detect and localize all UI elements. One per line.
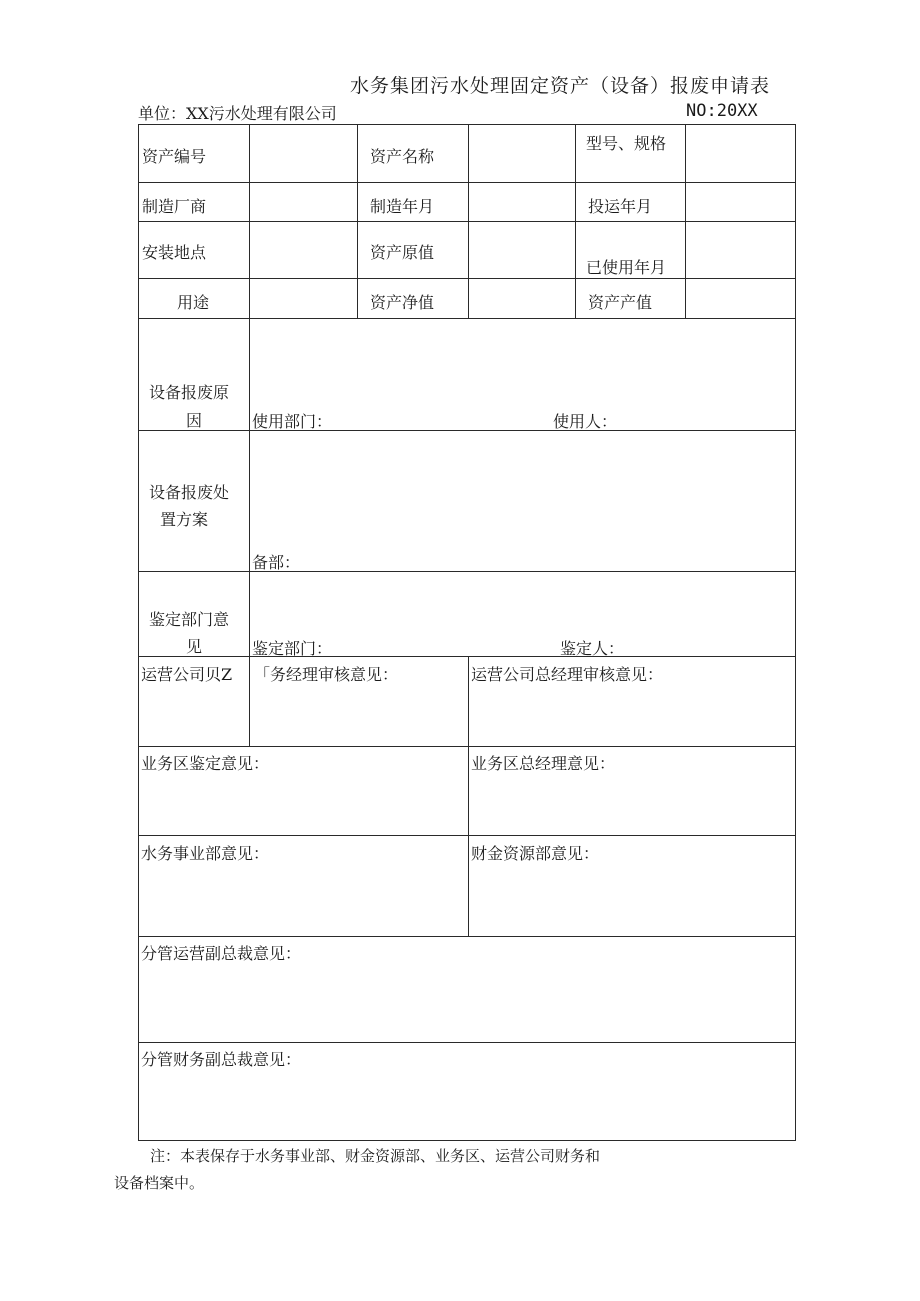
note-line-2: 设备档案中。 bbox=[114, 1174, 205, 1192]
label-net-value: 资产净值 bbox=[370, 293, 435, 312]
label-asset-name: 资产名称 bbox=[370, 147, 435, 166]
vp-finance-opinion: 分管财务副总裁意见： bbox=[141, 1050, 302, 1069]
label-scrap-reason-2: 因 bbox=[186, 411, 203, 430]
form-title: 水务集团污水处理固定资产（设备）报废申请表 bbox=[350, 75, 771, 97]
label-scrap-reason-1: 设备报废原 bbox=[149, 383, 230, 402]
serial-number: NO:20XX bbox=[686, 101, 758, 121]
note-line-1: 注：本表保存于水务事业部、财金资源部、业务区、运营公司财务和 bbox=[150, 1147, 601, 1165]
label-manufacturer: 制造厂商 bbox=[142, 197, 207, 216]
disposal-plan-dept: 备部： bbox=[252, 553, 301, 572]
scrap-reason-dept: 使用部门： bbox=[252, 412, 333, 431]
district-gm-opinion: 业务区总经理意见： bbox=[471, 754, 616, 773]
scrap-reason-user: 使用人： bbox=[553, 412, 618, 431]
ops-gm-opinion: 运营公司总经理审核意见： bbox=[471, 665, 664, 684]
appraisal-dept: 鉴定部门： bbox=[252, 639, 333, 658]
label-appraisal-1: 鉴定部门意 bbox=[149, 610, 230, 629]
label-model-spec: 型号、规格 bbox=[586, 134, 667, 153]
vp-operations-opinion: 分管运营副总裁意见： bbox=[141, 944, 302, 963]
water-division-opinion: 水务事业部意见： bbox=[141, 844, 270, 863]
label-original-value: 资产原值 bbox=[370, 243, 435, 262]
label-install-location: 安装地点 bbox=[142, 243, 207, 262]
label-asset-no: 资产编号 bbox=[142, 147, 207, 166]
unit-label: 单位：XX污水处理有限公司 bbox=[138, 104, 337, 123]
label-output-value: 资产产值 bbox=[588, 293, 653, 312]
label-manufacture-date: 制造年月 bbox=[370, 197, 435, 216]
label-appraisal-2: 见 bbox=[186, 637, 203, 656]
label-disposal-plan-1: 设备报废处 bbox=[149, 483, 230, 502]
label-purpose: 用途 bbox=[177, 293, 210, 312]
district-appraisal-opinion: 业务区鉴定意见： bbox=[141, 754, 270, 773]
label-commission-date: 投运年月 bbox=[588, 197, 653, 216]
label-disposal-plan-2: 置方案 bbox=[160, 510, 209, 529]
finance-manager-opinion: 「务经理审核意见： bbox=[254, 665, 399, 684]
label-used-years: 已使用年月 bbox=[586, 258, 667, 277]
ops-company-finance-label: 运营公司贝Z bbox=[141, 665, 233, 684]
finance-resources-opinion: 财金资源部意见： bbox=[471, 844, 600, 863]
appraisal-person: 鉴定人： bbox=[560, 639, 625, 658]
